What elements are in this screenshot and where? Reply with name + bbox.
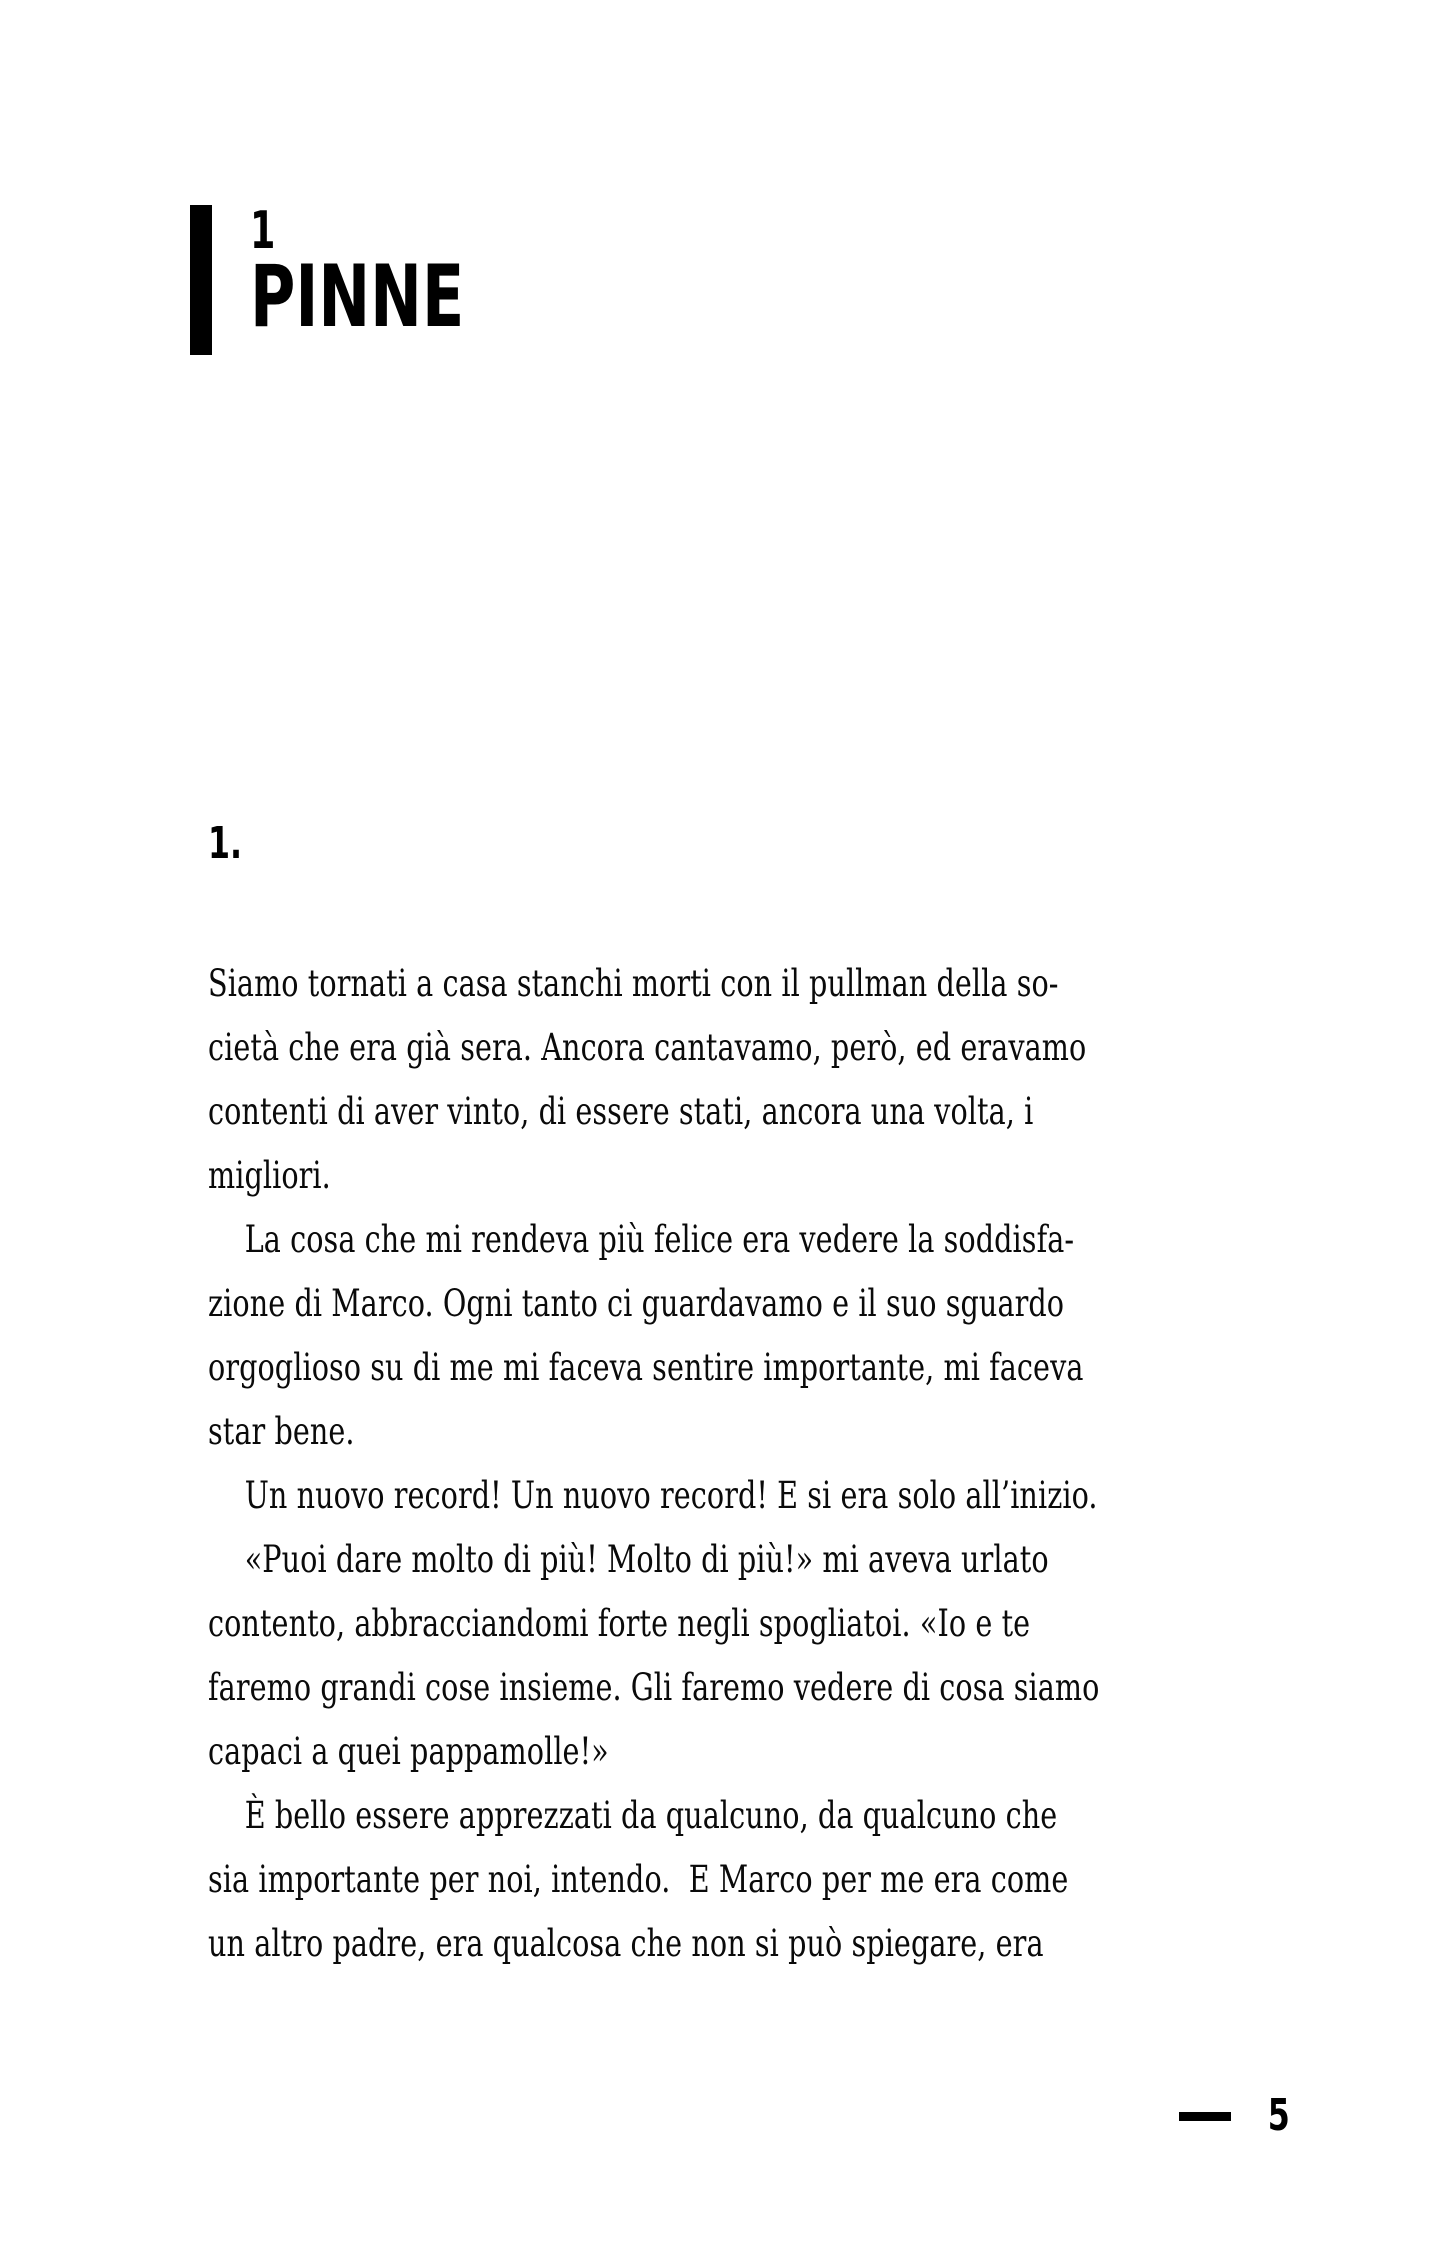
- body-text-line: contento, abbracciandomi forte negli spogliatoi. «Io e te: [208, 1602, 1031, 1645]
- vertical-rule-icon: [190, 205, 212, 355]
- chapter-number: 1: [250, 201, 276, 261]
- body-text-line: faremo grandi cose insieme. Gli faremo vedere di cosa siamo: [208, 1666, 1100, 1709]
- body-text-line: un altro padre, era qualcosa che non si può spiegare, era: [208, 1922, 1044, 1965]
- body-text-line: orgoglioso su di me mi faceva sentire importante, mi faceva: [208, 1346, 1084, 1389]
- body-text-line: cietà che era già sera. Ancora cantavamo, però, ed eravamo: [208, 1026, 1087, 1069]
- body-text-line: La cosa che mi rendeva più felice era vedere la soddisfa-: [208, 1218, 1075, 1261]
- page-number: 5: [1268, 2090, 1291, 2141]
- dash-icon: [1179, 2112, 1231, 2121]
- body-text-line: Un nuovo record! Un nuovo record! E si era solo all’inizio.: [208, 1474, 1098, 1517]
- page-footer: [1179, 2090, 1293, 2141]
- body-text-line: È bello essere apprezzati da qualcuno, da qualcuno che: [208, 1794, 1058, 1837]
- body-text-line: capaci a quei pappamolle!»: [208, 1730, 609, 1773]
- chapter-title: PINNE: [250, 246, 465, 347]
- section-marker: 1.: [208, 818, 243, 869]
- chapter-heading: [190, 201, 518, 355]
- body-text-line: star bene.: [208, 1410, 355, 1453]
- body-text: [208, 952, 1283, 1976]
- body-text-line: Siamo tornati a casa stanchi morti con il pullman della so-: [208, 962, 1059, 1005]
- body-text-line: «Puoi dare molto di più! Molto di più!» mi aveva urlato: [208, 1538, 1049, 1581]
- body-text-line: zione di Marco. Ogni tanto ci guardavamo e il suo sguardo: [208, 1282, 1065, 1325]
- body-text-line: migliori.: [208, 1154, 331, 1197]
- body-text-line: contenti di aver vinto, di essere stati, ancora una volta, i: [208, 1090, 1034, 1133]
- body-text-line: sia importante per noi, intendo. E Marco per me era come: [208, 1858, 1069, 1901]
- chapter-heading-text: [250, 201, 518, 347]
